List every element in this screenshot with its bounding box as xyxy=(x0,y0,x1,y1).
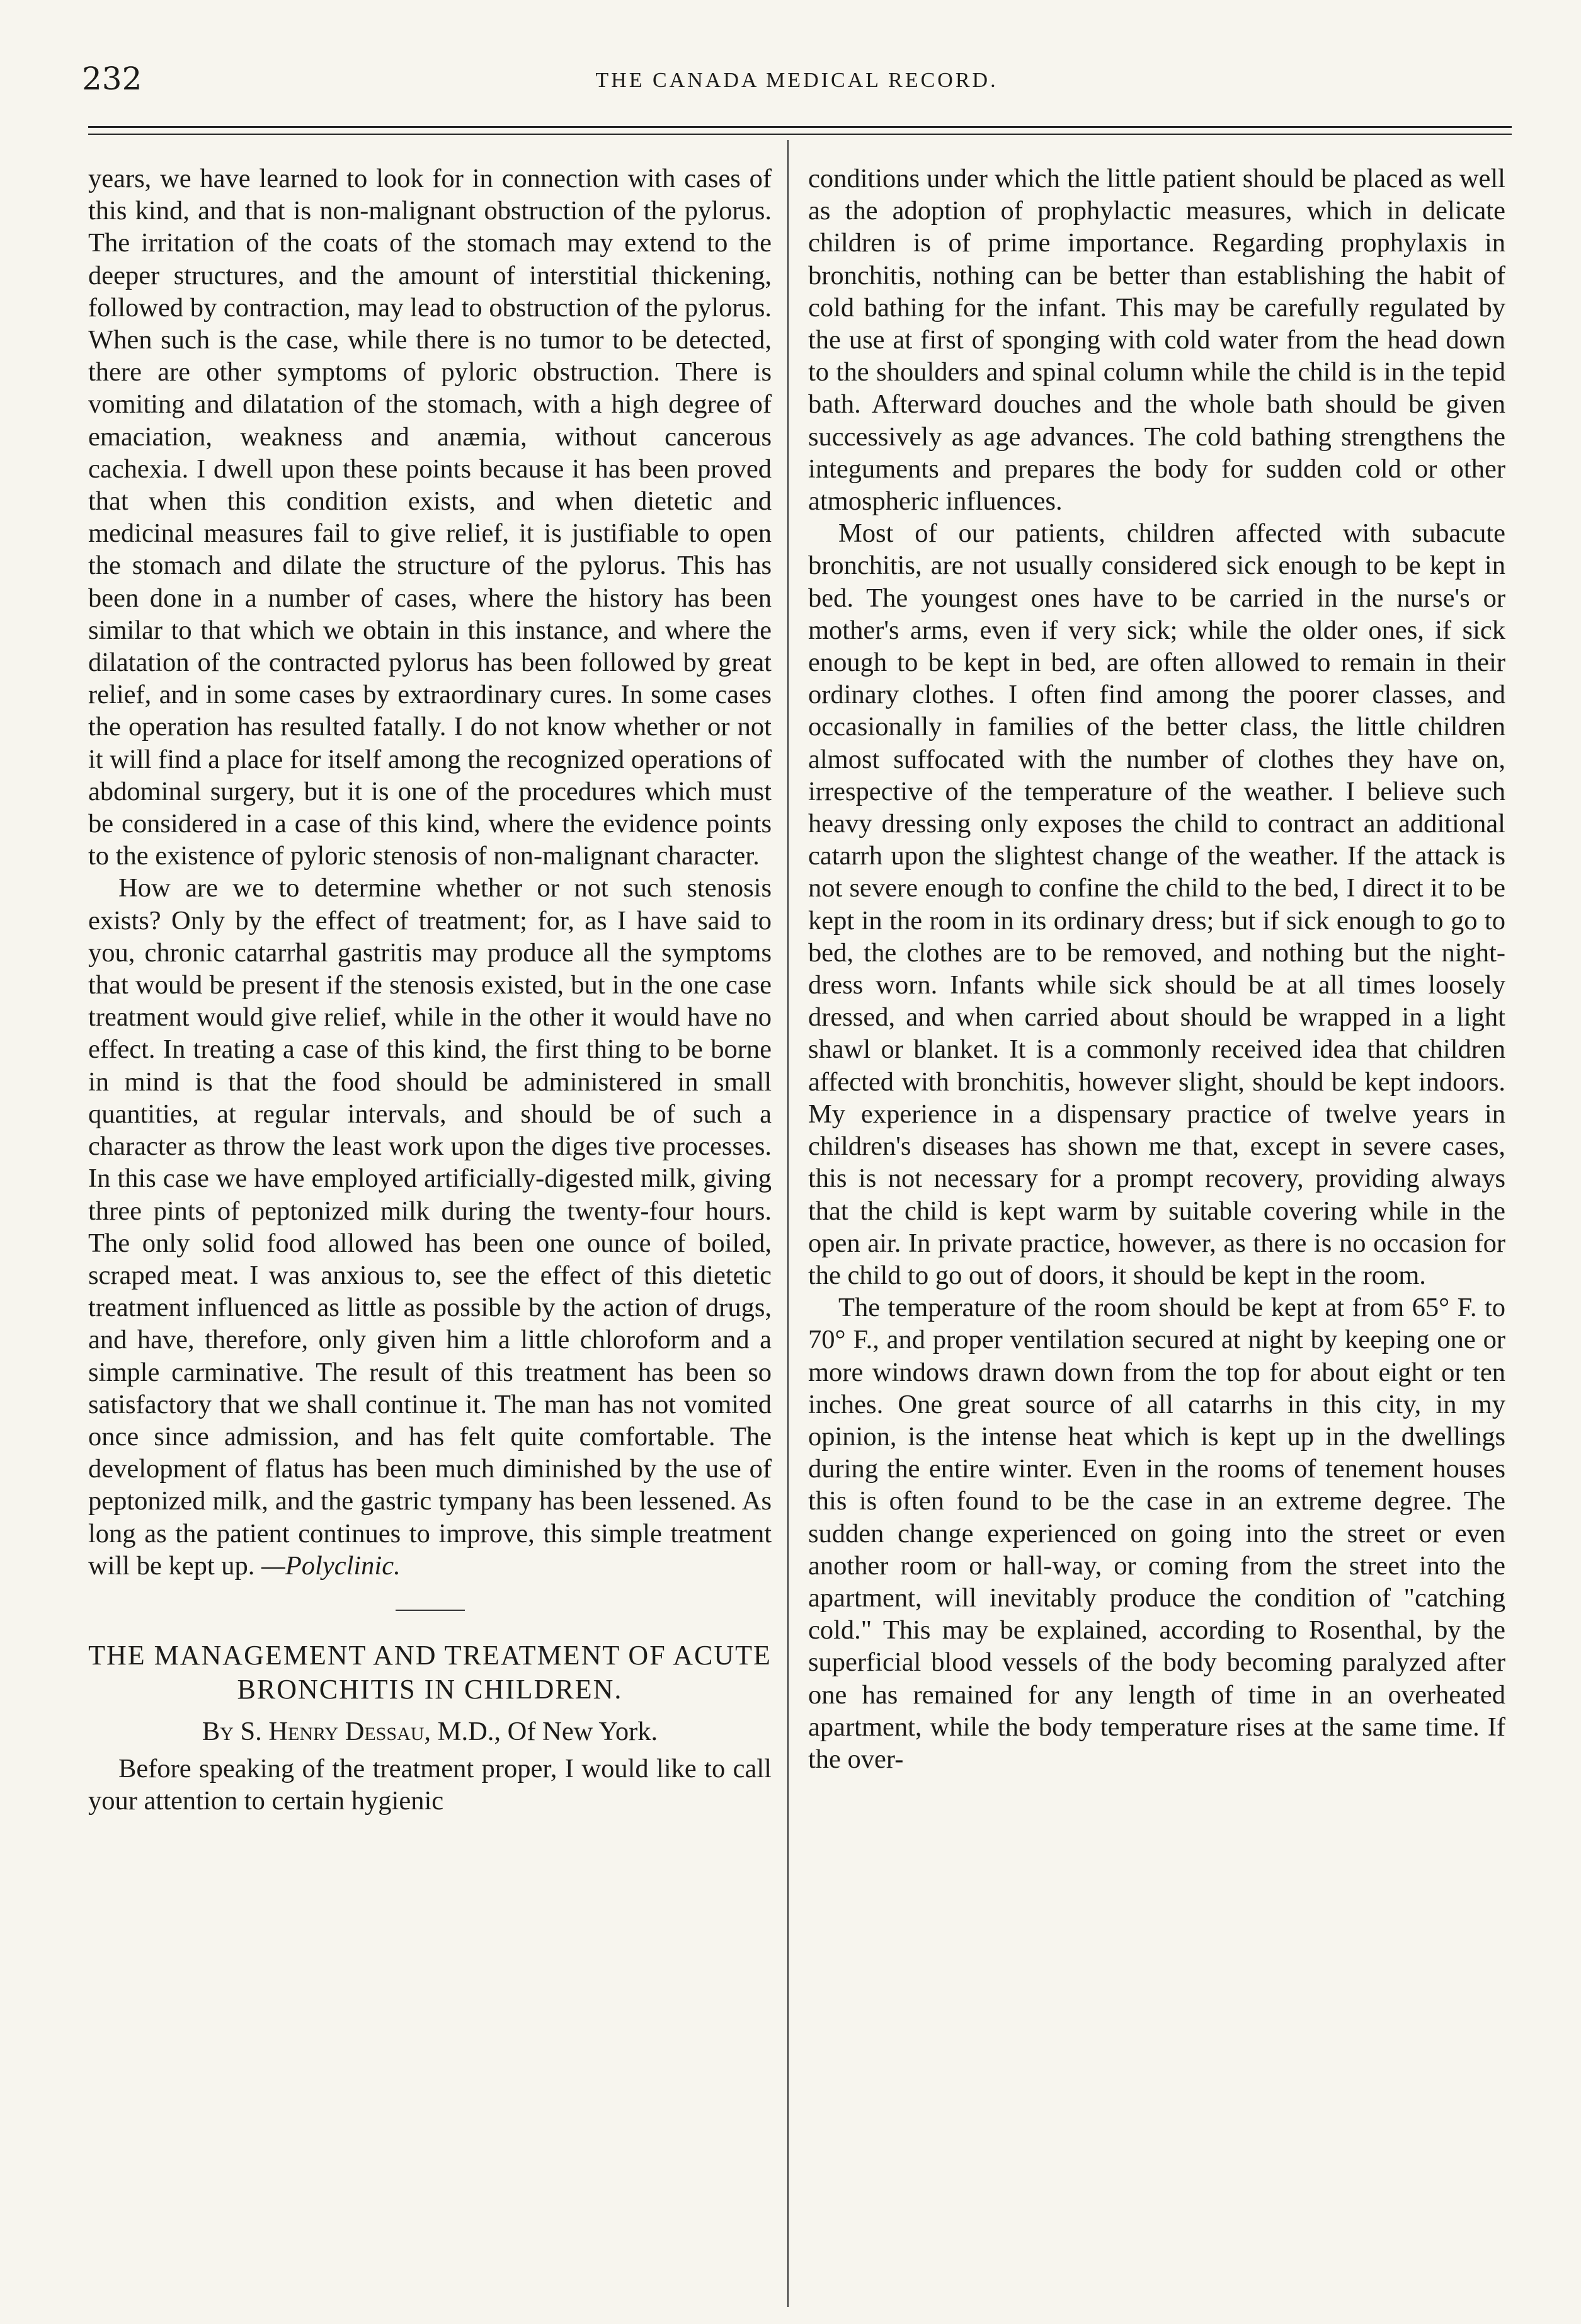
right-column xyxy=(808,163,1505,1775)
article-title: THE MANAGEMENT AND TREATMENT OF ACUTE BRONCHITIS IN CHILDREN. xyxy=(88,1639,772,1705)
left-paragraph-2 xyxy=(88,872,772,1581)
section-divider xyxy=(396,1610,465,1611)
right-paragraph-2: Most of our patients, children affected with subacute bronchitis, are not usually considered sick enough to be kept in bed. The youngest ones have to be carried in the nurse's or mother's arms, even if very sick; while the older ones, if sick enough to be kept in bed, are often allowed to remain in their ordinary clothes. I often find among the poorer classes, and occasionally in families of the better class, the little children almost suffocated with the number of clothes they have on, irrespective of the temperature of the weather. I believe such heavy dressing only exposes the child to contract an additional catarrh upon the slightest change of the weather. If the attack is not severe enough to confine the child to the bed, I direct it to be kept in the room in its ordinary dress; but if sick enough to go to bed, the clothes are to be removed, and nothing but the night-dress worn. Infants while sick should be at all times loosely dressed, and when carried about should be wrapped in a light shawl or blanket. It is a commonly received idea that children affected with bronchitis, however slight, should be kept indoors. My experience in a dispensary practice of twelve years in children's diseases has shown me that, except in severe cases, this is not necessary for a prompt recovery, providing always that the child is kept warm by suitable covering while in the open air. In private practice, however, as there is no occasion for the child to go out of doors, it should be kept in the room. xyxy=(808,518,1505,1290)
header-rule-bottom xyxy=(88,134,1512,135)
running-title: THE CANADA MEDICAL RECORD. xyxy=(595,69,998,92)
header-rule-top xyxy=(88,126,1512,128)
page-number: 232 xyxy=(82,60,142,97)
left-paragraph-1: years, we have learned to look for in connection with cases of this kind, and that is non-malignant obstruction of the pylorus. The irritation of the coats of the stomach may extend to the deeper structures, and the amount of interstitial thickening, followed by contraction, may lead to obstruction of the pylorus. When such is the case, while there is no tumor to be detected, there are other symptoms of pyloric obstruction. There is vomiting and dilatation of the stomach, with a high degree of emaciation, weakness and anæmia, without cancerous cachexia. I dwell upon these points because it has been proved that when this condition exists, and when dietetic and medicinal measures fail to give relief, it is justifiable to open the stomach and dilate the structure of the pylorus. This has been done in a number of cases, where the history has been similar to that which we obtain in this instance, and where the dilatation of the contracted pylorus has been followed by great relief, and in some cases by extraordinary cures. In some cases the operation has resulted fatally. I do not know whether or not it will find a place for itself among the recognized operations of abdominal surgery, but it is one of the procedures which must be considered in a case of this kind, where the evidence points to the existence of pyloric stenosis of non-malignant character. xyxy=(88,164,772,871)
byline-author: By S. Henry Dessau, xyxy=(202,1716,431,1746)
article-byline xyxy=(88,1715,772,1748)
byline-credentials: M.D., Of New York. xyxy=(431,1716,658,1746)
right-paragraph-3: The temperature of the room should be kept at from 65° F. to 70° F., and proper ventilation secured at night by keeping one or more windows drawn down from the top for about eight or ten inches. One great source of all catarrhs in this city, in my opinion, is the intense heat which is kept up in the dwellings during the entire winter. Even in the rooms of tenement houses this is often found to be the case in an extreme degree. The sudden change experienced on going into the street or even another room or hall-way, or coming from the street into the apartment, will inevitably produce the condition of "catching cold." This may be explained, according to Rosenthal, by the superficial blood vessels of the body becoming paralyzed after one has remained for any length of time in an overheated apartment, while the body temperature rises at the same time. If the over- xyxy=(808,1293,1505,1774)
right-paragraph-1: conditions under which the little patient should be placed as well as the adoption of prophylactic measures, which in delicate children is of prime importance. Regarding prophylaxis in bronchitis, nothing can be better than establishing the habit of cold bathing for the infant. This may be carefully regulated by the use at first of sponging with cold water from the head down to the shoulders and spinal column while the child is in the tepid bath. Afterward douches and the whole bath should be given successively as age advances. The cold bathing strengthens the integuments and prepares the body for sudden cold or other atmospheric influences. xyxy=(808,164,1505,517)
left-paragraph-2-text: How are we to determine whether or not such stenosis exists? Only by the effect of treatment; for, as I have said to you, chronic catarrhal gastritis may produce all the symptoms that would be present if the stenosis existed, but in the one case treatment would give relief, while in the other it would have no effect. In treating a case of this kind, the first thing to be borne in mind is that the food should be administered in small quantities, at regular intervals, and should be of such a character as throw the least work upon the diges tive processes. In this case we have employed artificially-digested milk, giving three pints of peptonized milk during the twenty-four hours. The only solid food allowed has been one ounce of boiled, scraped meat. I was anxious to, see the effect of this dietetic treatment influenced as little as possible by the action of drugs, and have, therefore, only given him a little chloroform and a simple carminative. The result of this treatment has been so satisfactory that we shall continue it. The man has not vomited once since admission, and has felt quite comfortable. The development of flatus has been much diminished by the use of peptonized milk, and the gastric tympany has been lessened. As long as the patient continues to improve, this simple treatment will be kept up. xyxy=(88,873,772,1581)
column-divider xyxy=(787,140,789,2307)
page-header xyxy=(82,60,1512,104)
left-paragraph-3: Before speaking of the treatment proper, I would like to call your attention to certain hygienic xyxy=(88,1754,772,1816)
source-citation: —Polyclinic. xyxy=(261,1550,401,1581)
left-column xyxy=(88,163,772,1817)
